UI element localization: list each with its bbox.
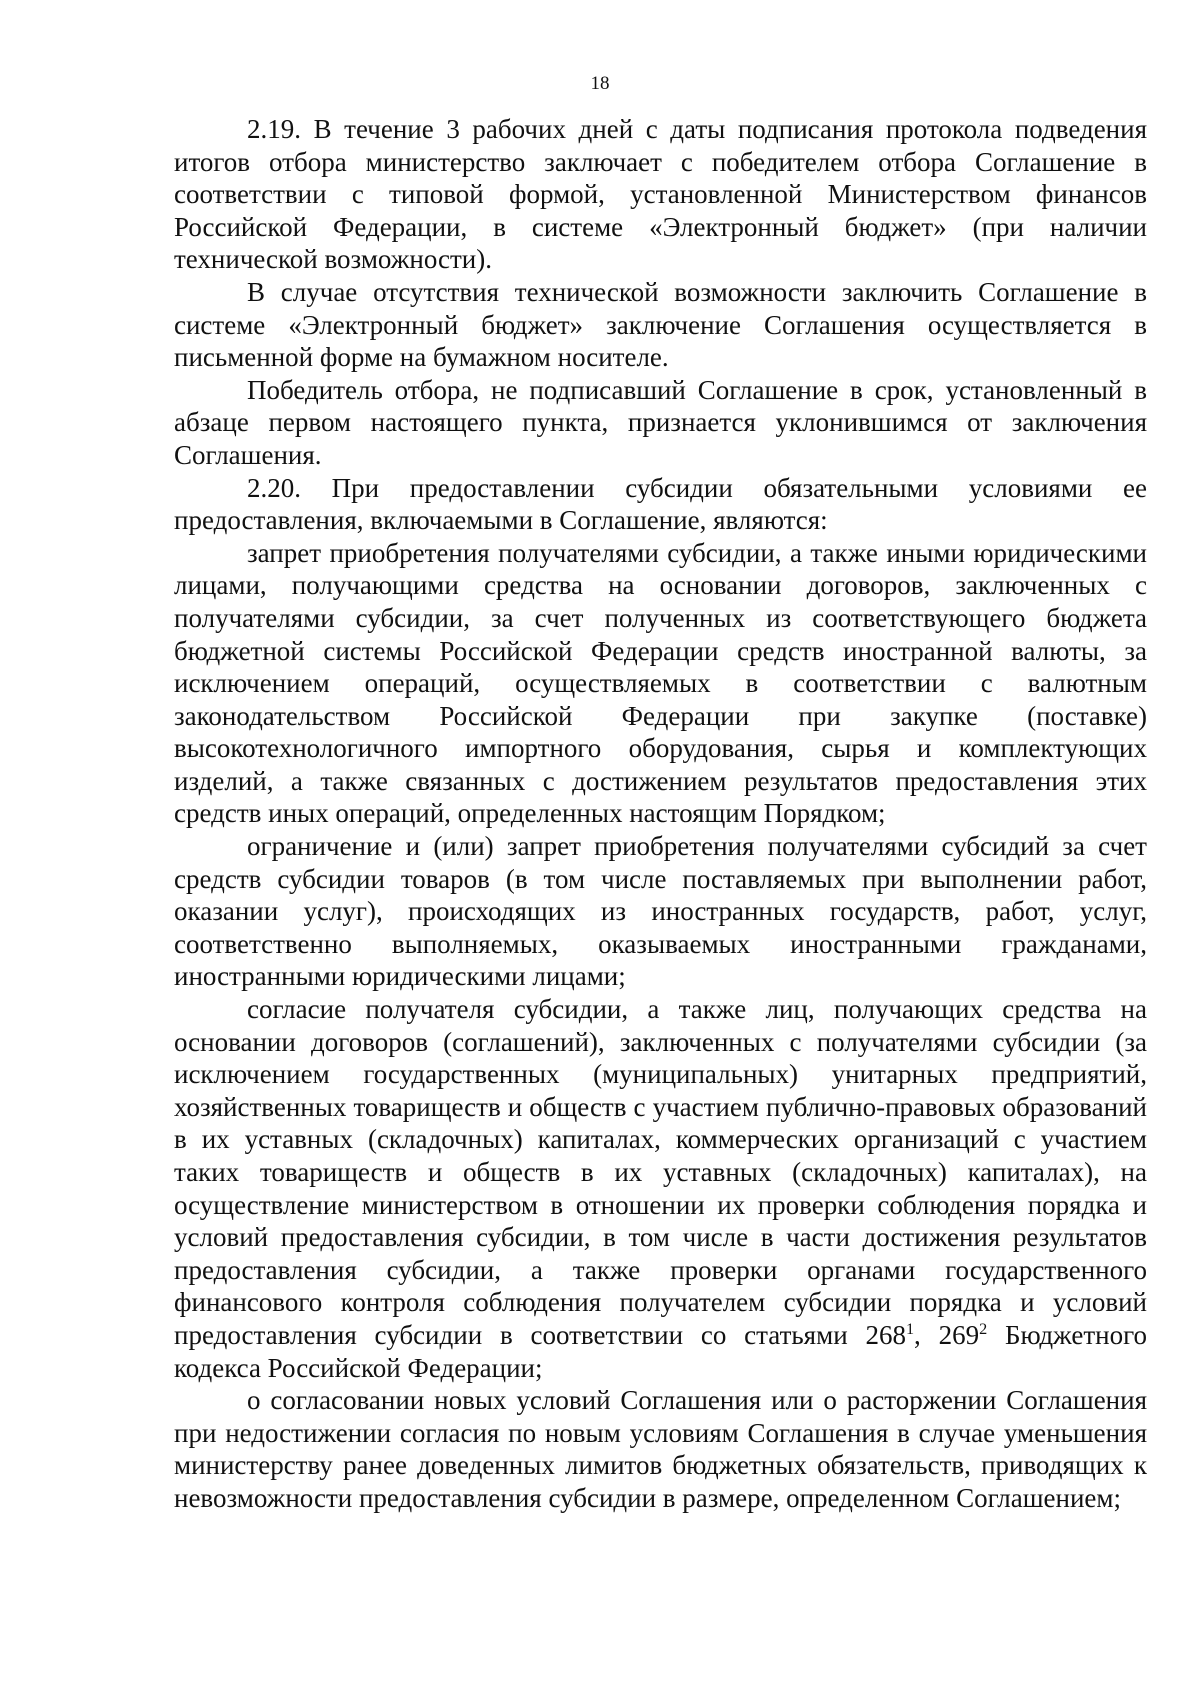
article-superscript-2: 2 (979, 1319, 988, 1338)
paragraph-winner-evasion: Победитель отбора, не подписавший Соглашение в срок, установленный в абзаце первом настоящего пункта, признается уклонившимся от заключения Соглашения. (174, 374, 1147, 470)
paragraph-2-20: 2.20. При предоставлении субсидии обязательными условиями ее предоставления, включаемыми в Соглашение, являются: (174, 472, 1147, 536)
paragraph-foreign-goods-restriction: ограничение и (или) запрет приобретения получателями субсидий за счет средств субсидии товаров (в том числе поставляемых при выполнении работ, оказании услуг), происходящих из иностранных государств, работ, услуг, соответственно выполняемых, оказываемых иностранными гражданами, иностранными юридическими лицами; (174, 831, 1147, 992)
paragraph-currency-ban: запрет приобретения получателями субсидии, а также иными юридическими лицами, получающими средства на основании договоров, заключенных с получателями субсидии, за счет полученных из соответствующего бюджета бюджетной системы Российской Федерации средств иностранной валюты, за исключением операций, осуществляемых в соответствии с валютным законодательством Российской Федерации при закупке (поставке) высокотехнологичного импортного оборудования, сырья и комплектующих изделий, а также связанных с достижением результатов предоставления этих средств иных операций, определенных настоящим Порядком; (174, 537, 1147, 829)
paragraph-consent-to-inspection (174, 993, 1147, 1384)
consent-text-mid: , 269 (914, 1319, 980, 1350)
page-number: 18 (590, 73, 610, 94)
consent-text-before: согласие получателя субсидии, а также лиц, получающих средства на основании договоров (соглашений), заключенных с получателями субсидии (за исключением государственных (муниципальных) унитарных предприятий, хозяйственных товариществ и обществ с участием публично-правовых образований в их уставных (складочных) капиталах, коммерческих организаций с участием таких товариществ и обществ в их уставных (складочных) капиталах), на осуществление министерством в отношении их проверки соблюдения порядка и условий предоставления субсидии, в том числе в части достижения результатов предоставления субсидии, а также проверки органами государственного финансового контроля соблюдения получателем субсидии порядка и условий предоставления субсидии в соответствии со статьями 268 (174, 994, 1147, 1350)
paragraph-new-conditions: о согласовании новых условий Соглашения или о расторжении Соглашения при недостижении согласия по новым условиям Соглашения в случае уменьшения министерству ранее доведенных лимитов бюджетных обязательств, приводящих к невозможности предоставления субсидии в размере, определенном Соглашением; (174, 1385, 1147, 1513)
article-superscript-1: 1 (905, 1319, 915, 1338)
paragraph-no-technical-possibility: В случае отсутствия технической возможности заключить Соглашение в системе «Электронный бюджет» заключение Соглашения осуществляется в письменной форме на бумажном носителе. (174, 276, 1147, 373)
document-body (174, 113, 1147, 1515)
paragraph-2-19: 2.19. В течение 3 рабочих дней с даты подписания протокола подведения итогов отбора министерство заключает с победителем отбора Соглашение в соответствии с типовой формой, установленной Министерством финансов Российской Федерации, в системе «Электронный бюджет» (при наличии технической возможности). (174, 114, 1147, 275)
consent-text-after: Бюджетного кодекса Российской Федерации; (174, 1319, 1147, 1383)
